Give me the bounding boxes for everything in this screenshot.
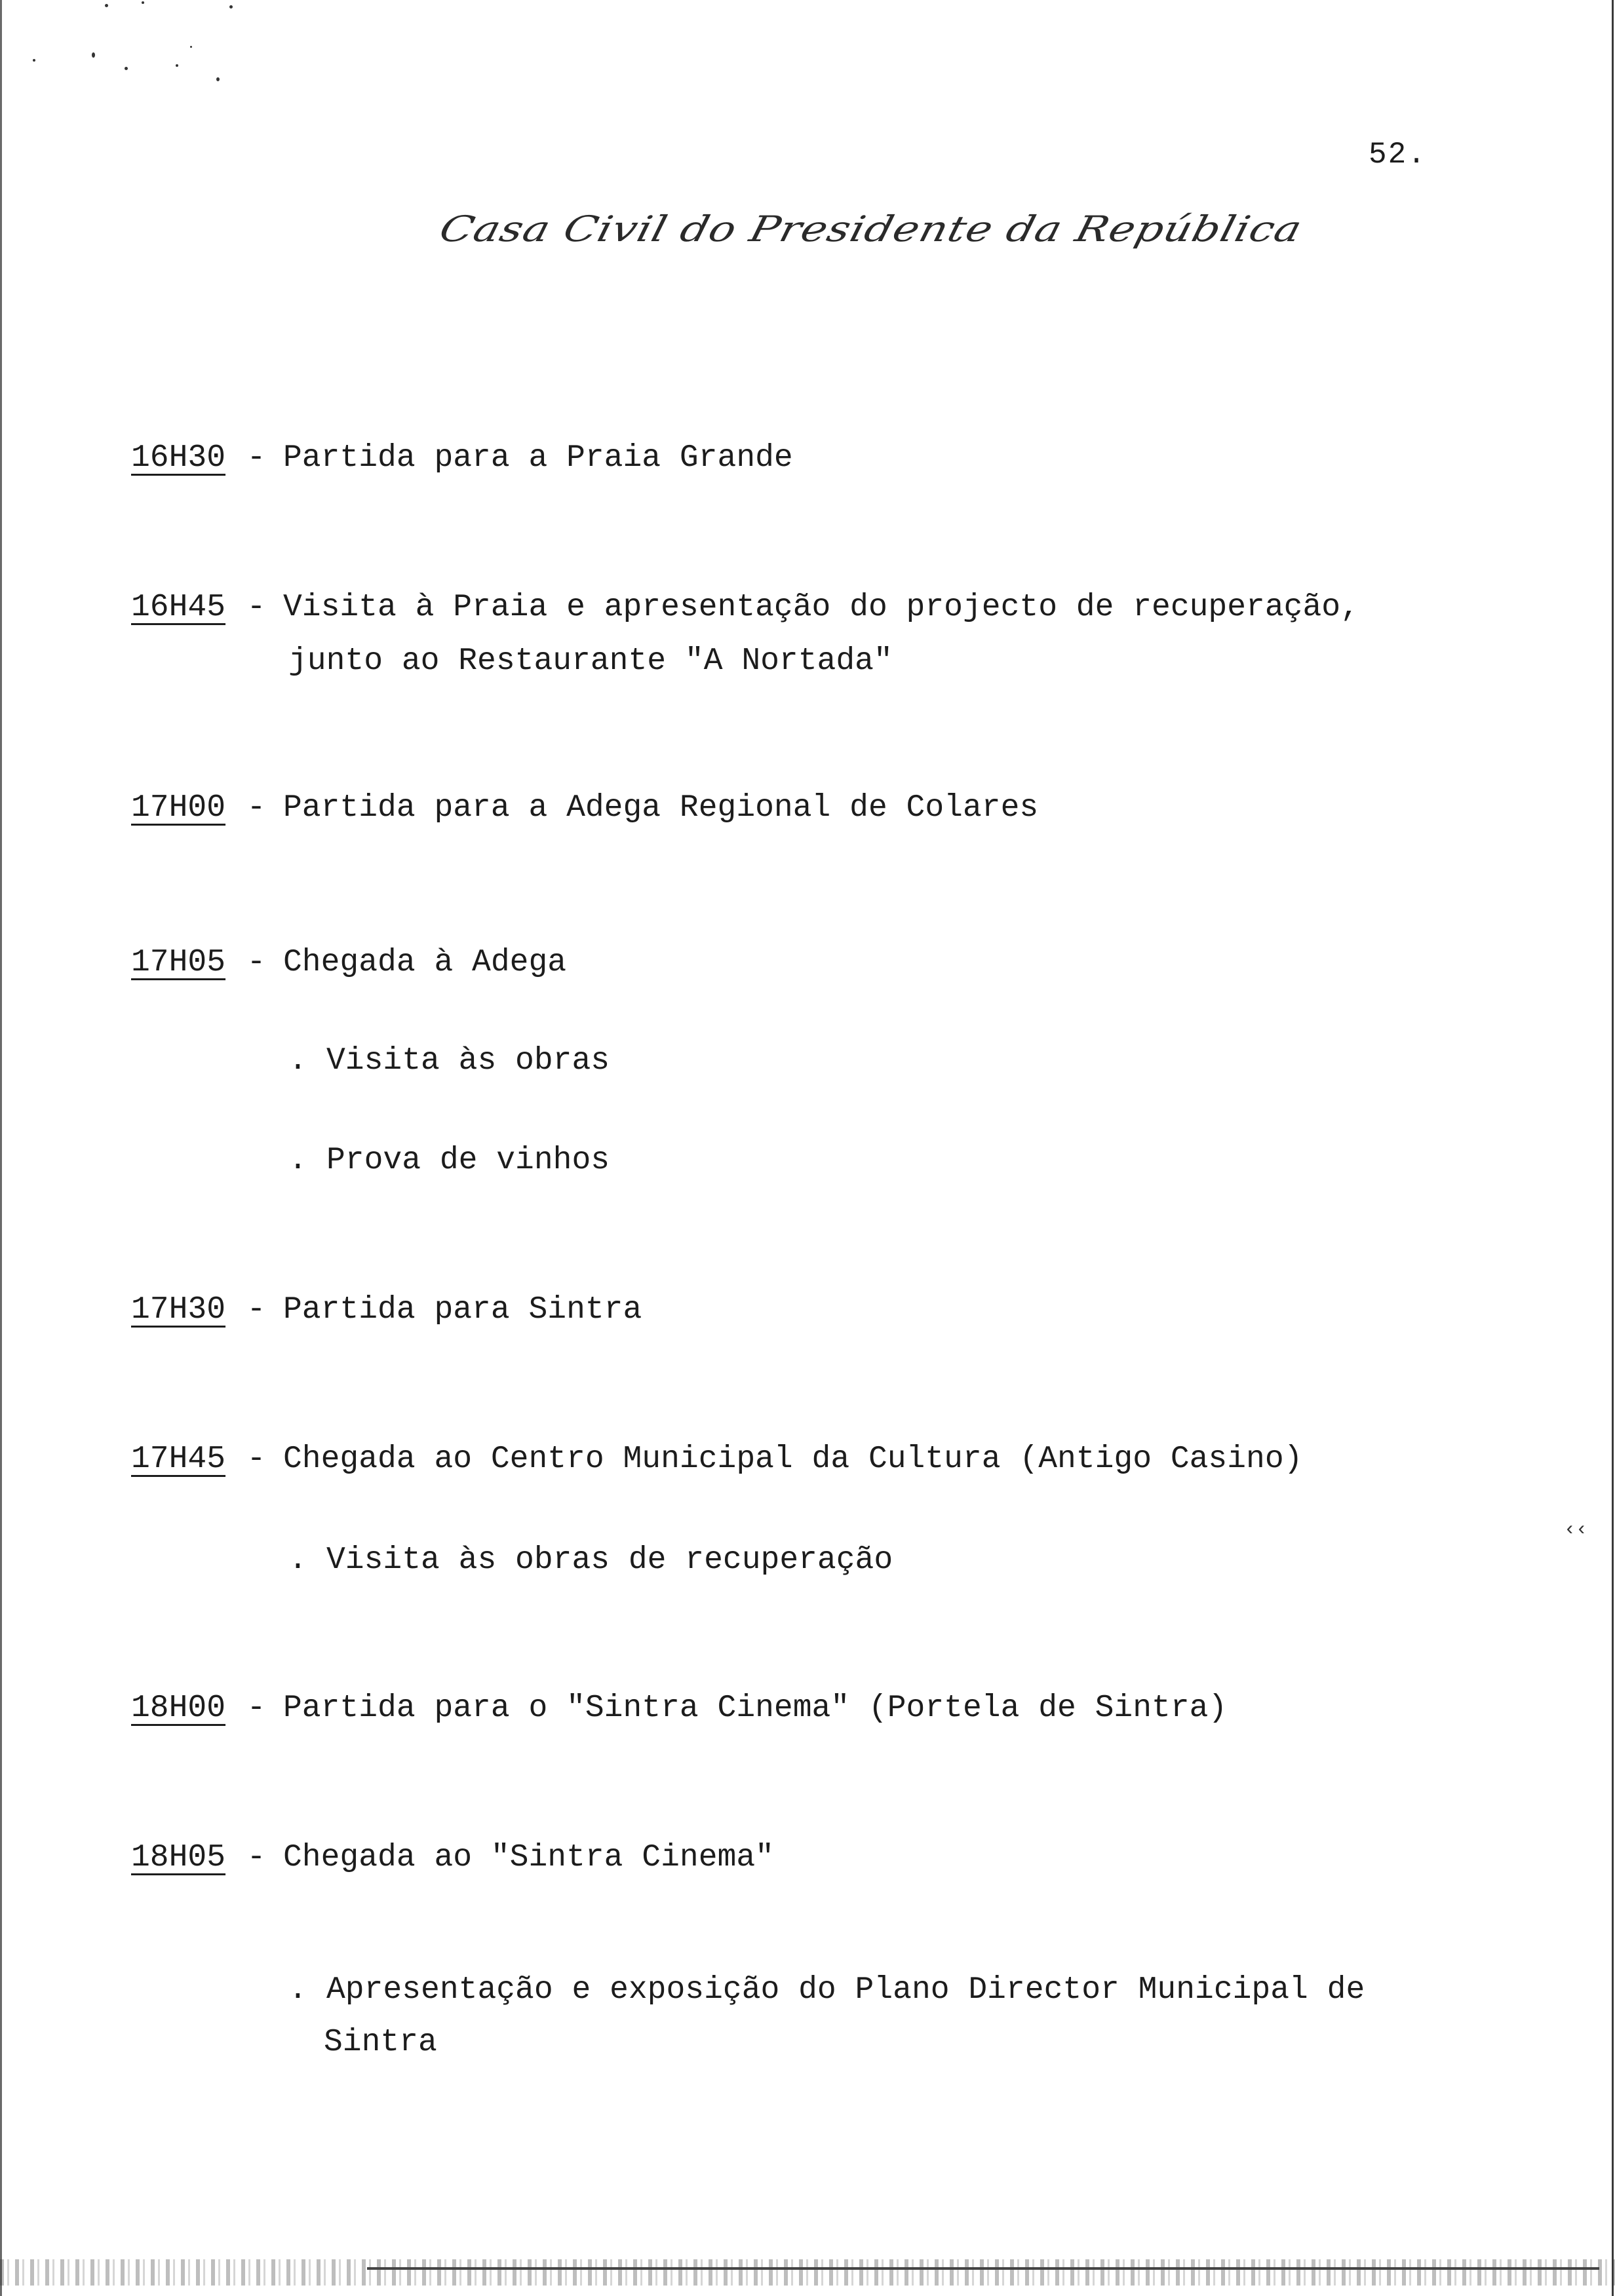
schedule-entry — [131, 1691, 1227, 1726]
entry-dash: - — [246, 790, 266, 826]
entry-time: 17H05 — [131, 945, 226, 980]
scan-specks — [0, 0, 262, 105]
sub-item — [288, 1542, 893, 1578]
entry-text: Partida para a Praia Grande — [283, 440, 793, 476]
margin-mark: ‹‹ — [1564, 1519, 1588, 1541]
entry-dash: - — [246, 1691, 266, 1726]
sub-item-bullet: . — [288, 1043, 307, 1079]
entry-text: Chegada à Adega — [283, 945, 567, 980]
schedule-entry — [131, 440, 793, 476]
sub-item-continuation: Sintra — [324, 2025, 437, 2060]
sub-item-text: Apresentação e exposição do Plano Director Municipal de — [326, 1972, 1365, 2008]
entry-time: 16H45 — [131, 590, 226, 625]
entry-text: Visita à Praia e apresentação do projecto de recuperação, — [283, 590, 1359, 625]
entry-dash: - — [246, 440, 266, 476]
sub-item-bullet: . — [288, 1972, 307, 2008]
page-edge-right — [1612, 0, 1614, 2296]
schedule-entry — [131, 945, 566, 980]
entry-time: 16H30 — [131, 440, 226, 476]
sub-item — [288, 1143, 610, 1178]
schedule-entry — [131, 1442, 1302, 1477]
entry-text: Partida para a Adega Regional de Colares — [283, 790, 1039, 826]
entry-time: 17H45 — [131, 1442, 226, 1477]
sub-item-text: Prova de vinhos — [326, 1143, 610, 1178]
scan-line-bottom — [367, 2267, 1599, 2270]
schedule-entry — [131, 1292, 642, 1328]
entry-time: 18H00 — [131, 1691, 226, 1726]
entry-dash: - — [246, 945, 266, 980]
page-number: 52. — [1369, 138, 1427, 172]
scan-noise-bottom — [0, 2259, 1615, 2286]
entry-continuation: junto ao Restaurante "A Nortada" — [288, 643, 893, 679]
entry-text: Chegada ao "Sintra Cinema" — [283, 1840, 774, 1875]
sub-item — [288, 1972, 1365, 2008]
entry-time: 17H00 — [131, 790, 226, 826]
entry-dash: - — [246, 1840, 266, 1875]
entry-text: Chegada ao Centro Municipal da Cultura (Antigo Casino) — [283, 1442, 1303, 1477]
entry-dash: - — [246, 1442, 266, 1477]
entry-time: 17H30 — [131, 1292, 226, 1328]
schedule-entry — [131, 1840, 774, 1875]
sub-item-bullet: . — [288, 1143, 307, 1178]
page-edge-left — [0, 0, 2, 2296]
sub-item-bullet: . — [288, 1542, 307, 1578]
sub-item — [288, 1043, 610, 1079]
entry-text: Partida para o "Sintra Cinema" (Portela de Sintra) — [283, 1691, 1228, 1726]
letterhead: Casa Civil do Presidente da República — [435, 208, 1307, 250]
entry-dash: - — [246, 590, 266, 625]
sub-item-text: Visita às obras de recuperação — [326, 1542, 893, 1578]
entry-dash: - — [246, 1292, 266, 1328]
schedule-entry — [131, 790, 1038, 826]
sub-item-text: Visita às obras — [326, 1043, 610, 1079]
entry-time: 18H05 — [131, 1840, 226, 1875]
schedule-entry — [131, 590, 1359, 625]
entry-text: Partida para Sintra — [283, 1292, 642, 1328]
